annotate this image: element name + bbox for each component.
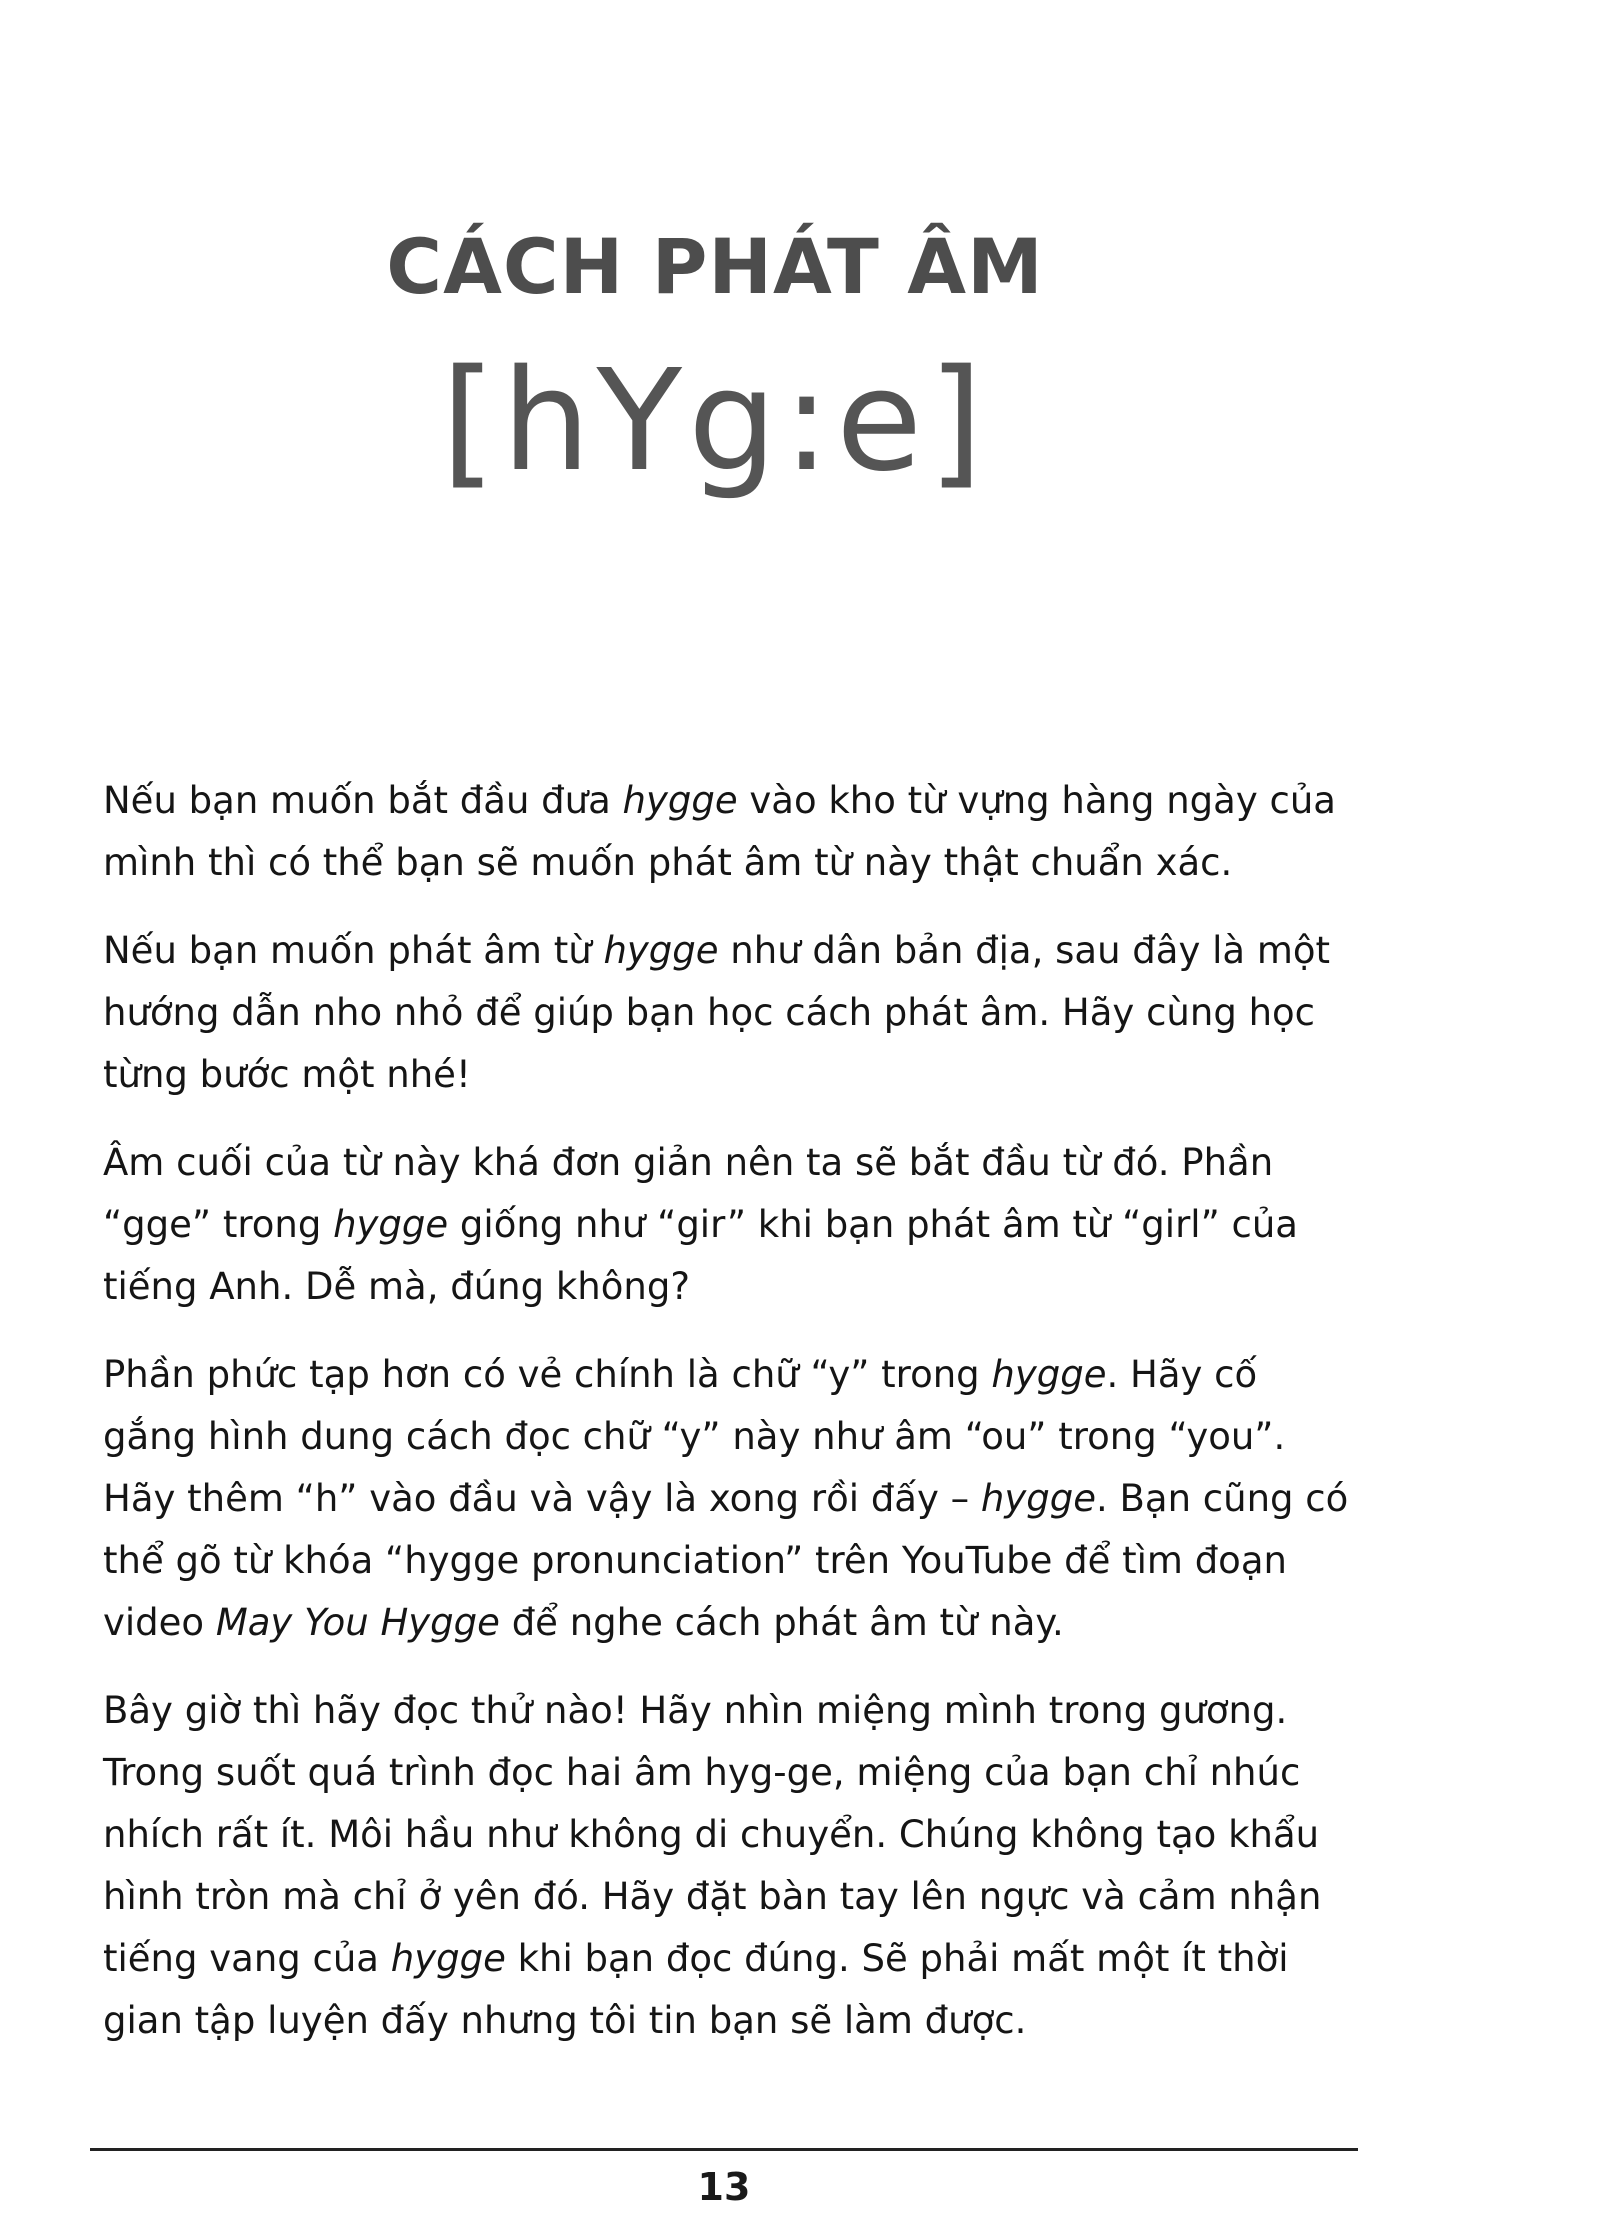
- phonetic-transcription: [hYg:e]: [441, 340, 989, 503]
- italic-term: hygge: [991, 1353, 1107, 1396]
- paragraph: [103, 920, 1358, 1106]
- text-run: Âm cuối của từ này khá đơn giản nên ta sẽ bắt đầu từ đó. Phần “gge” trong: [103, 1141, 1274, 1246]
- paragraph: [103, 1132, 1358, 1318]
- text-run: vào kho từ vựng hàng ngày của mình thì có thể bạn sẽ muốn phát âm từ này thật chuẩn xác.: [103, 779, 1336, 884]
- italic-term: hygge: [980, 1477, 1096, 1520]
- text-run: . Hãy cố gắng hình dung cách đọc chữ “y” này như âm “ou” trong “you”. Hãy thêm “h” vào đầu và vậy là xong rồi đấy –: [103, 1353, 1286, 1520]
- text-run: . Bạn cũng có thể gõ từ khóa “hygge pronunciation” trên YouTube để tìm đoạn video: [103, 1477, 1349, 1644]
- text-run: để nghe cách phát âm từ này.: [499, 1601, 1064, 1644]
- footer-divider: [90, 2148, 1358, 2151]
- paragraph: [103, 1680, 1358, 2052]
- text-run: Phần phức tạp hơn có vẻ chính là chữ “y” trong: [103, 1353, 992, 1396]
- text-run: như dân bản địa, sau đây là một hướng dẫn nho nhỏ để giúp bạn học cách phát âm. Hãy cùng học từng bước một nhé!: [103, 929, 1331, 1096]
- paragraph: [103, 770, 1358, 894]
- text-run: khi bạn đọc đúng. Sẽ phải mất một ít thời gian tập luyện đấy nhưng tôi tin bạn sẽ làm được.: [103, 1937, 1289, 2042]
- page-number: 13: [697, 2165, 751, 2209]
- body-text: [103, 770, 1358, 2078]
- italic-term: hygge: [603, 929, 719, 972]
- italic-term: May You Hygge: [215, 1601, 500, 1644]
- text-run: Bây giờ thì hãy đọc thử nào! Hãy nhìn miệng mình trong gương. Trong suốt quá trình đọc hai âm hyg-ge, miệng của bạn chỉ nhúc nhích rất ít. Môi hầu như không di chuyển. Chúng không tạo khẩu hình tròn mà chỉ ở yên đó. Hãy đặt bàn tay lên ngực và cảm nhận tiếng vang của: [103, 1689, 1322, 1980]
- italic-term: hygge: [622, 779, 738, 822]
- text-run: giống như “gir” khi bạn phát âm từ “girl” của tiếng Anh. Dễ mà, đúng không?: [103, 1203, 1298, 1308]
- italic-term: hygge: [333, 1203, 449, 1246]
- italic-term: hygge: [390, 1937, 506, 1980]
- text-run: Nếu bạn muốn bắt đầu đưa: [103, 779, 623, 822]
- text-run: Nếu bạn muốn phát âm từ: [103, 929, 604, 972]
- page-title: CÁCH PHÁT ÂM: [386, 222, 1044, 311]
- paragraph: [103, 1344, 1358, 1654]
